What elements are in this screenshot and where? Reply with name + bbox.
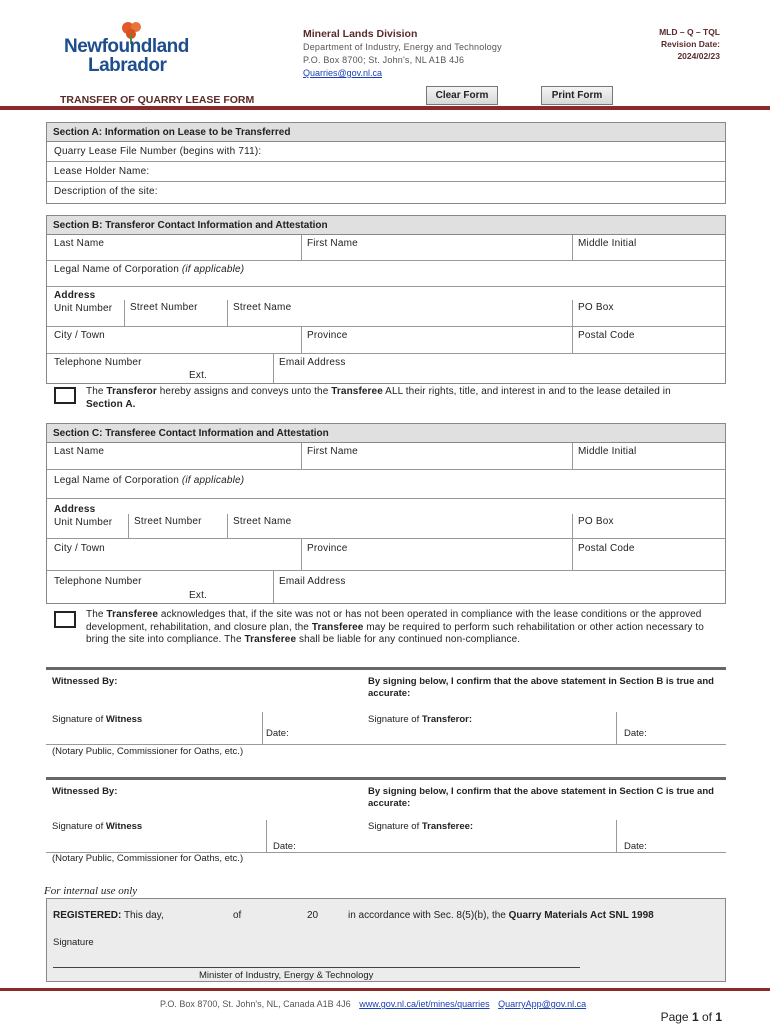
transferor-contact-row bbox=[47, 354, 725, 383]
holder-name-field[interactable] bbox=[47, 162, 725, 182]
witnessed-by-label: Witnessed By: bbox=[52, 786, 118, 797]
transferor-signature-field[interactable]: Signature of Transferor: bbox=[368, 714, 473, 725]
holder-name-label: Lease Holder Name: bbox=[54, 166, 150, 177]
notary-note: (Notary Public, Commissioner for Oaths, etc.) bbox=[52, 746, 244, 757]
transferor-city-row bbox=[47, 327, 725, 354]
signature-line[interactable] bbox=[53, 967, 580, 968]
transferor-name-row bbox=[47, 235, 725, 261]
first-name-field[interactable] bbox=[301, 443, 358, 469]
if-applicable-note: (if applicable) bbox=[181, 475, 245, 486]
transferor-address-row bbox=[47, 287, 725, 327]
page-number: Page 1 of 1 bbox=[660, 1010, 722, 1024]
transferor-date-field[interactable]: Date: bbox=[624, 728, 647, 739]
footer-divider-bar bbox=[0, 988, 770, 991]
telephone-field[interactable]: Telephone Number bbox=[54, 576, 142, 587]
if-applicable-note: (if applicable) bbox=[181, 264, 245, 275]
witness-date-field[interactable]: Date: bbox=[273, 841, 296, 852]
middle-initial-field[interactable] bbox=[572, 443, 636, 469]
province-field[interactable] bbox=[301, 327, 348, 353]
clear-form-button[interactable]: Clear Form bbox=[426, 86, 498, 105]
first-name-label: First Name bbox=[307, 446, 358, 457]
city-field[interactable]: City / Town bbox=[54, 330, 105, 341]
email-address-field[interactable] bbox=[273, 571, 346, 603]
email-link[interactable]: Quarries@gov.nl.ca bbox=[303, 68, 383, 78]
transferee-signature-block bbox=[46, 777, 726, 867]
postal-code-field[interactable] bbox=[572, 539, 635, 570]
transferee-city-row bbox=[47, 539, 725, 571]
street-name-field[interactable] bbox=[227, 300, 291, 326]
section-b-heading: Section B: Transferor Contact Information and Attestation bbox=[47, 216, 725, 235]
po-box-field[interactable] bbox=[572, 300, 614, 326]
registered-line: REGISTERED: This day, bbox=[53, 910, 164, 921]
postal-code-field[interactable] bbox=[572, 327, 635, 353]
transferee-name-row bbox=[47, 443, 725, 470]
transferee-attest-checkbox[interactable] bbox=[54, 611, 76, 628]
street-number-field[interactable] bbox=[128, 514, 202, 538]
transferee-address-row bbox=[47, 499, 725, 539]
ext-field[interactable]: Ext. bbox=[189, 590, 208, 601]
section-a bbox=[46, 122, 726, 204]
legal-name-field[interactable] bbox=[47, 261, 725, 287]
site-description-field[interactable] bbox=[47, 182, 725, 203]
minister-label: Minister of Industry, Energy & Technology bbox=[199, 970, 374, 981]
postal-code-label: Postal Code bbox=[578, 543, 635, 554]
mailing-address: P.O. Box 8700; St. John's, NL A1B 4J6 bbox=[303, 55, 465, 65]
registered-of: of bbox=[233, 910, 242, 921]
divider bbox=[616, 712, 617, 744]
province-label: Province bbox=[307, 330, 348, 341]
revision-date: 2024/02/23 bbox=[677, 51, 720, 61]
transferee-contact-row bbox=[47, 571, 725, 603]
file-number-label: Quarry Lease File Number (begins with 711): bbox=[54, 146, 262, 157]
footer-address: P.O. Box 8700, St. John's, NL, Canada A1B 4J6 bbox=[160, 999, 351, 1009]
po-box-label: PO Box bbox=[578, 302, 614, 313]
street-name-label: Street Name bbox=[233, 516, 292, 527]
middle-initial-label: Middle Initial bbox=[578, 446, 637, 457]
unit-number-field[interactable]: Unit Number bbox=[54, 303, 113, 314]
witness-date-field[interactable]: Date: bbox=[266, 728, 289, 739]
newfoundland-labrador-logo bbox=[62, 20, 202, 76]
section-b bbox=[46, 215, 726, 384]
notary-note: (Notary Public, Commissioner for Oaths, etc.) bbox=[52, 853, 244, 864]
witnessed-by-label: Witnessed By: bbox=[52, 676, 118, 687]
middle-initial-label: Middle Initial bbox=[578, 238, 637, 249]
legal-name-label: Legal Name of Corporation bbox=[54, 264, 180, 275]
transferee-signature-field[interactable]: Signature of Transferee: bbox=[368, 821, 474, 832]
unit-number-field[interactable]: Unit Number bbox=[54, 517, 113, 528]
transferor-attest-checkbox[interactable] bbox=[54, 387, 76, 404]
legal-name-label: Legal Name of Corporation bbox=[54, 475, 180, 486]
first-name-label: First Name bbox=[307, 238, 358, 249]
quarries-website-link[interactable]: www.gov.nl.ca/iet/mines/quarries bbox=[359, 999, 490, 1009]
divider bbox=[266, 820, 267, 852]
last-name-field[interactable]: Last Name bbox=[54, 446, 105, 457]
registered-accordance: in accordance with Sec. 8(5)(b), the Quarry Materials Act SNL 1998 bbox=[348, 910, 654, 921]
site-description-label: Description of the site: bbox=[54, 186, 158, 197]
section-c-heading: Section C: Transferee Contact Information and Attestation bbox=[47, 424, 725, 443]
street-number-label: Street Number bbox=[134, 516, 202, 527]
quarry-app-email-link[interactable]: QuarryApp@gov.nl.ca bbox=[498, 999, 587, 1009]
witness-signature-field[interactable]: Signature of Witness bbox=[52, 821, 143, 832]
email-address-label: Email Address bbox=[279, 357, 346, 368]
address-label: Address bbox=[54, 504, 96, 515]
ext-field[interactable]: Ext. bbox=[189, 370, 208, 381]
transferee-date-field[interactable]: Date: bbox=[624, 841, 647, 852]
province-label: Province bbox=[307, 543, 348, 554]
signature-label: Signature bbox=[53, 937, 94, 948]
logo-newfoundland: Newfoundland bbox=[64, 36, 189, 57]
division-name: Mineral Lands Division bbox=[303, 28, 418, 40]
footer bbox=[160, 999, 586, 1009]
revision-label: Revision Date: bbox=[660, 39, 720, 49]
street-number-field[interactable] bbox=[124, 300, 198, 326]
telephone-field[interactable]: Telephone Number bbox=[54, 357, 142, 368]
logo-labrador: Labrador bbox=[88, 55, 167, 76]
po-box-label: PO Box bbox=[578, 516, 614, 527]
middle-initial-field[interactable] bbox=[572, 235, 636, 260]
po-box-field[interactable] bbox=[572, 514, 614, 538]
divider bbox=[616, 820, 617, 852]
legal-name-field[interactable] bbox=[47, 470, 725, 499]
internal-use-title: For internal use only bbox=[44, 885, 138, 897]
divider bbox=[46, 744, 726, 745]
section-c bbox=[46, 423, 726, 604]
email-address-field[interactable] bbox=[273, 354, 346, 383]
witness-signature-field[interactable]: Signature of Witness bbox=[52, 714, 143, 725]
form-code: MLD – Q – TQL bbox=[659, 27, 720, 37]
transferor-signature-block bbox=[46, 667, 726, 757]
transferee-attestation-text: The Transferee acknowledges that, if the site was not or has not been operated in compliance with the lease conditions or the approved development, rehabilitation, and closure plan, the Transferee may be required to perform such rehabilitation or other action necessary to bring the site into compliance. The Transferee shall be liable for any continued non-compliance. bbox=[86, 609, 704, 645]
confirm-statement-c: By signing below, I confirm that the above statement in Section C is true and accurate: bbox=[368, 786, 714, 809]
transferor-attestation-text: The Transferor hereby assigns and conveys unto the Transferee ALL their rights, title, and interest in and to the lease detailed in Section A. bbox=[86, 386, 671, 410]
department-name: Department of Industry, Energy and Technology bbox=[303, 42, 502, 52]
section-a-heading: Section A: Information on Lease to be Transferred bbox=[47, 123, 725, 142]
street-name-field[interactable] bbox=[227, 514, 291, 538]
street-number-label: Street Number bbox=[130, 302, 198, 313]
email-address-label: Email Address bbox=[279, 576, 346, 587]
last-name-field[interactable]: Last Name bbox=[54, 238, 105, 249]
city-field[interactable]: City / Town bbox=[54, 543, 105, 554]
first-name-field[interactable] bbox=[301, 235, 358, 260]
header-divider-bar bbox=[0, 106, 770, 110]
registered-year: 20 bbox=[307, 910, 319, 921]
internal-use-box bbox=[46, 898, 726, 982]
form-title: TRANSFER OF QUARRY LEASE FORM bbox=[60, 94, 255, 106]
address-label: Address bbox=[54, 290, 96, 301]
postal-code-label: Postal Code bbox=[578, 330, 635, 341]
file-number-field[interactable] bbox=[47, 142, 725, 162]
print-form-button[interactable]: Print Form bbox=[541, 86, 613, 105]
street-name-label: Street Name bbox=[233, 302, 292, 313]
confirm-statement-b: By signing below, I confirm that the above statement in Section B is true and accurate: bbox=[368, 676, 714, 699]
divider bbox=[262, 712, 263, 744]
province-field[interactable] bbox=[301, 539, 348, 570]
